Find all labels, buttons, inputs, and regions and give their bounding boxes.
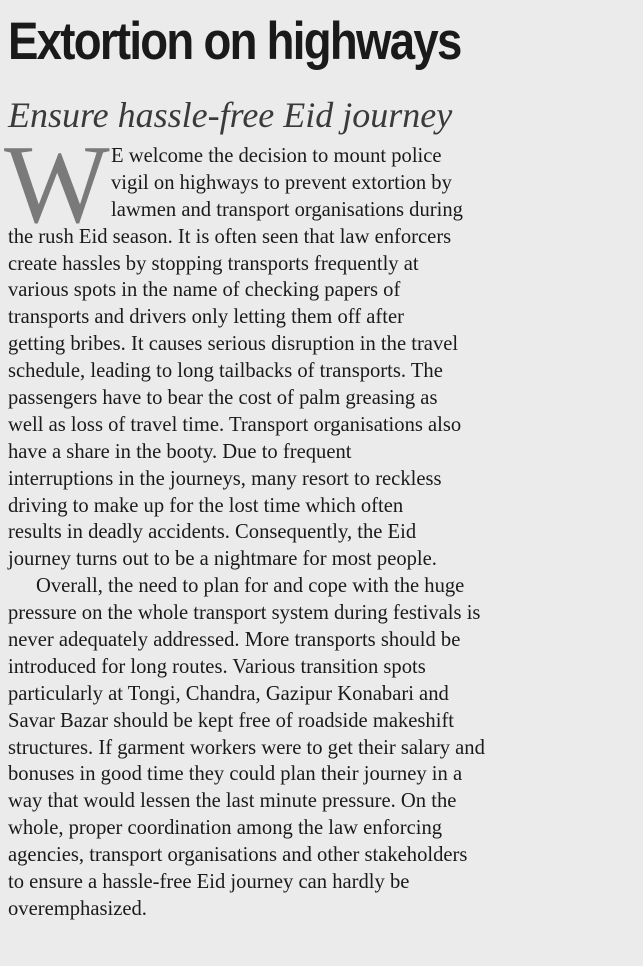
text-line: agencies, transport organisations and other stakeholders: [8, 844, 468, 867]
text-line: structures. If garment workers were to get their salary and: [8, 736, 485, 759]
headline: Extortion on highways: [8, 12, 461, 71]
text-line: overemphasized.: [8, 897, 147, 920]
text-line: particularly at Tongi, Chandra, Gazipur Konabari and: [8, 682, 449, 705]
text-line: whole, proper coordination among the law enforcing: [8, 817, 443, 840]
text-line: getting bribes. It causes serious disruption in the travel: [8, 333, 459, 356]
text-line: bonuses in good time they could plan their journey in a: [8, 763, 463, 786]
text-line: lawmen and transport organisations during: [111, 198, 463, 221]
text-line: journey turns out to be a nightmare for most people.: [8, 548, 437, 571]
drop-cap: W: [4, 123, 110, 247]
text-line: well as loss of travel time. Transport organisations also: [8, 413, 462, 436]
article-body: [4, 123, 640, 923]
text-line: way that would lessen the last minute pressure. On the: [8, 790, 457, 813]
text-line: never adequately addressed. More transports should be: [8, 629, 461, 652]
text-line: have a share in the booty. Due to frequent: [8, 440, 352, 463]
text-line: E welcome the decision to mount police: [111, 145, 442, 167]
text-line: the rush Eid season. It is often seen that law enforcers: [8, 225, 452, 248]
text-line: Overall, the need to plan for and cope with the huge: [36, 575, 465, 598]
text-line: interruptions in the journeys, many resort to reckless: [8, 467, 442, 490]
text-line: vigil on highways to prevent extortion by: [111, 171, 452, 194]
text-line: schedule, leading to long tailbacks of transports. The: [8, 360, 443, 383]
paragraph-2: [8, 573, 640, 923]
text-line: introduced for long routes. Various transition spots: [8, 655, 426, 678]
text-line: Savar Bazar should be kept free of roadside makeshift: [8, 709, 455, 732]
text-line: to ensure a hassle-free Eid journey can hardly be: [8, 871, 410, 894]
text-line: transports and drivers only letting them off after: [8, 306, 404, 329]
subheadline: Ensure hassle-free Eid journey: [8, 95, 453, 135]
text-line: driving to make up for the lost time which often: [8, 494, 404, 517]
text-line: pressure on the whole transport system during festivals is: [8, 602, 481, 625]
text-line: various spots in the name of checking papers of: [8, 279, 401, 302]
text-line: passengers have to bear the cost of palm greasing as: [8, 387, 438, 410]
text-line: results in deadly accidents. Consequently, the Eid: [8, 521, 417, 544]
text-line: create hassles by stopping transports frequently at: [8, 252, 419, 275]
